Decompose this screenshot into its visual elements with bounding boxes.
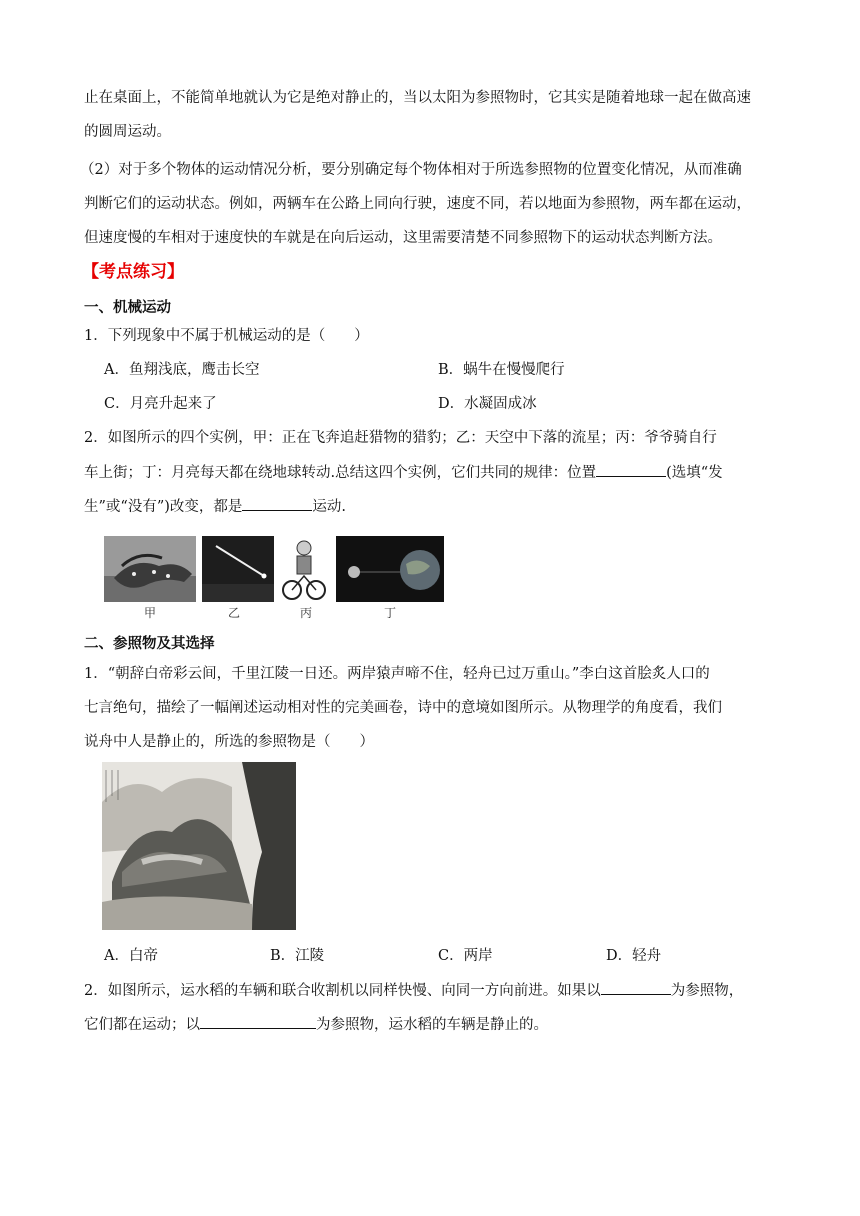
part2-heading: 二、参照物及其选择 [84,636,215,652]
meteor-image [202,536,274,602]
part1-q2-line-2 [84,462,723,483]
part2-q2-line-2 [84,1014,548,1035]
cheetah-image [104,536,196,602]
part1-q1-option-b[interactable]: B．蜗牛在慢慢爬行 [438,362,565,378]
part2-q2-line-1 [84,980,743,1001]
part1-q2-line-2-b: (选填“发 [666,465,723,481]
part2-q2-line-2-b: 为参照物，运水稻的车辆是静止的。 [316,1017,548,1033]
part1-heading: 一、机械运动 [84,300,171,316]
part2-q1-option-c[interactable]: C．两岸 [438,948,493,964]
part1-q2-line-3-a: 生”或“没有”)改变，都是 [84,499,243,515]
part2-q1-line-2: 七言绝句，描绘了一幅阐述运动相对性的完美画卷，诗中的意境如图所示。从物理学的角度看，我们 [84,700,722,716]
intro-line-4: 判断它们的运动状态。例如，两辆车在公路上同向行驶，速度不同，若以地面为参照物，两车都在运动， [84,196,751,212]
intro-line-1: 止在桌面上，不能简单地就认为它是绝对静止的，当以太阳为参照物时，它其实是随着地球一起在做高速 [84,90,751,106]
part1-q2-line-2-a: 车上街；丁：月亮每天都在绕地球转动.总结这四个实例，它们共同的规律：位置 [84,465,597,481]
part2-q1-line-3: 说舟中人是静止的，所选的参照物是（ ） [84,734,374,750]
section-title: 【考点练习】 [82,262,184,282]
intro-line-3: （2）对于多个物体的运动情况分析，要分别确定每个物体相对于所选参照物的位置变化情况，从而准确 [80,162,742,178]
intro-line-5: 但速度慢的车相对于速度快的车就是在向后运动，这里需要清楚不同参照物下的运动状态判断方法。 [84,230,722,246]
part1-q1-option-c[interactable]: C．月亮升起来了 [104,396,217,412]
part2-q1-line-1: 1．“朝辞白帝彩云间，千里江陵一日还。两岸猿声啼不住，轻舟已过万重山。”李白这首脍炙人口的 [84,666,710,682]
landscape-painting-svg [102,762,296,930]
part2-q2-line-1-b: 为参照物， [670,983,744,999]
caption-bing: 丙 [300,606,313,620]
part2-q1-option-d[interactable]: D．轻舟 [606,948,662,964]
answer-blank-1[interactable] [596,462,666,477]
part2-q2-line-2-a: 它们都在运动；以 [84,1017,200,1033]
caption-jia: 甲 [144,606,157,620]
part1-q1-stem: 1．下列现象中不属于机械运动的是（ ） [84,328,369,344]
moon-earth-image [336,536,444,602]
part2-q1-option-b[interactable]: B．江陵 [270,948,325,964]
part2-q2-line-1-a: 2．如图所示，运水稻的车辆和联合收割机以同样快慢、向同一方向前进。如果以 [84,983,601,999]
part1-q2-line-3 [84,496,346,517]
intro-line-2: 的圆周运动。 [84,124,171,140]
part1-q1-option-a[interactable]: A．鱼翔浅底，鹰击长空 [104,362,260,378]
caption-ding: 丁 [384,606,397,620]
answer-blank-2[interactable] [242,496,312,511]
part1-q2-line-3-b: 运动. [312,499,347,515]
answer-blank-3[interactable] [601,980,671,995]
bicycle-rider-image [280,536,328,602]
part2-q1-option-a[interactable]: A．白帝 [104,948,158,964]
caption-yi: 乙 [228,606,241,620]
part1-q1-option-d[interactable]: D．水凝固成冰 [438,396,537,412]
landscape-painting [102,762,296,930]
answer-blank-4[interactable] [200,1014,316,1029]
part1-q2-line-1: 2．如图所示的四个实例，甲：正在飞奔追赶猎物的猎豹；乙：天空中下落的流星；丙：爷爷骑自行 [84,430,717,446]
